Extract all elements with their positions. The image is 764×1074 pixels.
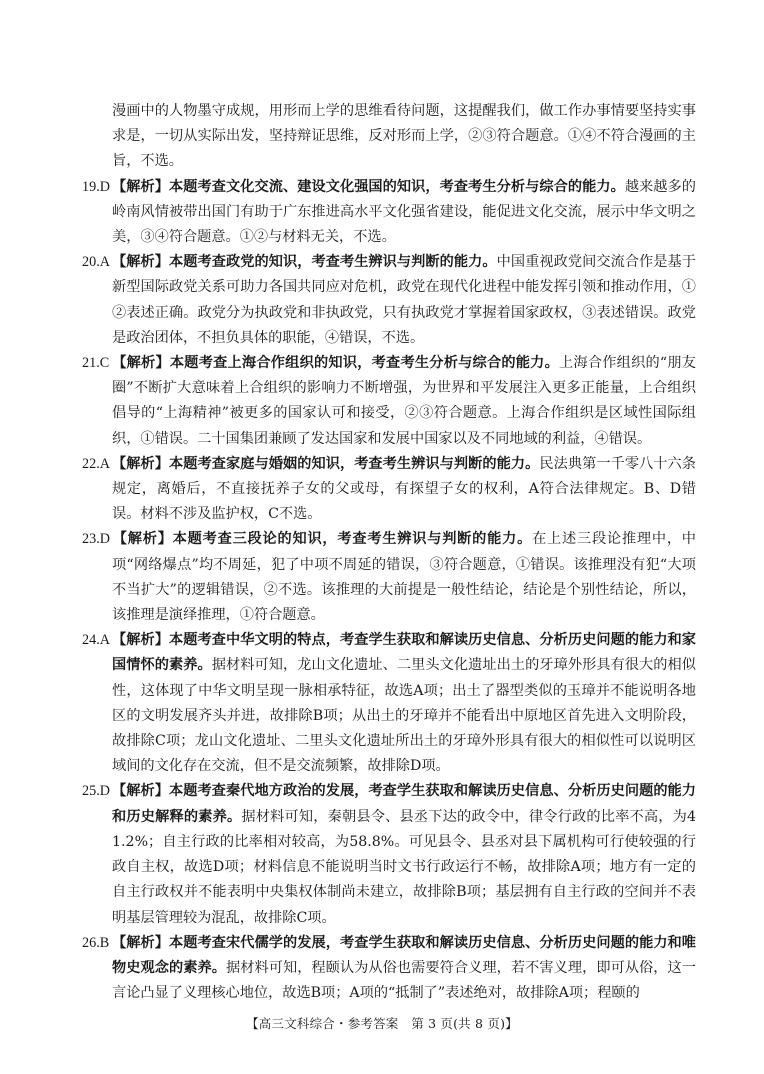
analysis-body: 上海合作组织的“朋友圈”不断扩大意味着上合组织的影响力不断增强，为世界和平发展注入更多正能量，上合组织倡导的“上海精神”被更多的国家认可和接受，②③符合题意。上海合作组织是区域性国际组织，①错误。二十国集团兼顾了发达国家和发展中国家以及不同地域的利益，④错误。 xyxy=(112,355,696,447)
analysis-lead: 【解析】本题考查三段论的知识，考查考生辨识与判断的能力。 xyxy=(112,531,533,548)
analysis-lead: 【解析】本题考查宋代儒学的发展，考查学生获取和解读历史信息、分析历史问题的能力和唯物史观念的素养。 xyxy=(112,934,696,976)
answer-item-24 xyxy=(82,628,696,779)
analysis-lead: 【解析】本题考查文化交流、建设文化强国的知识，考查考生分析与综合的能力。 xyxy=(112,178,625,195)
answer-item-23 xyxy=(82,527,696,628)
analysis-lead: 【解析】本题考查上海合作组织的知识，考查考生分析与综合的能力。 xyxy=(112,355,560,372)
answer-item-26 xyxy=(82,931,696,1007)
analysis-lead: 【解析】本题考查秦代地方政治的发展，考查学生获取和解读历史信息、分析历史问题的能力和历史解释的素养。 xyxy=(112,783,696,825)
analysis-body: 据材料可知，秦朝县令、县丞下达的政令中，律令行政的比率不高，为41.2%；自主行政的比率相对较高，为58.8%。可见县令、县丞对县下属机构可行使较强的行政自主权，故选D项；材料信息不能说明当时文书行政运行不畅，故排除A项；地方有一定的自主行政权并不能表明中央集权体制尚未建立，故排除B项；基层拥有自主行政的空间并不表明基层管理较为混乱，故排除C项。 xyxy=(112,808,696,926)
item-number: 25.D xyxy=(82,783,110,800)
item-number: 22.A xyxy=(82,455,110,472)
analysis-body: 据材料可知，程颐认为从俗也需要符合义理，若不害义理，即可从俗，这一言论凸显了义理核心地位，故选B项；A项的“抵制了”表述绝对，故排除A项；程颐的 xyxy=(112,959,696,1002)
answer-item-20 xyxy=(82,250,696,351)
item-number: 20.A xyxy=(82,254,110,271)
item-number: 24.A xyxy=(82,632,110,649)
answer-item-21 xyxy=(82,351,696,452)
analysis-body: 中国重视政党间交流合作是基于新型国际政党关系可助力各国共同应对危机，政党在现代化进程中能发挥引领和推动作用，①②表述正确。政党分为执政党和非执政党，只有执政党才掌握着国家政权，③表述错误。政党是政治团体，不担负具体的职能，④错误，不选。 xyxy=(112,254,696,346)
analysis-lead: 【解析】本题考查政党的知识，考查考生辨识与判断的能力。 xyxy=(112,254,497,271)
analysis-body: 民法典第一千零八十六条规定，离婚后，不直接抚养子女的父或母，有探望子女的权利，A符合法律规定。B、D错误。材料不涉及监护权，C不选。 xyxy=(112,455,696,523)
answer-item-19 xyxy=(82,175,696,251)
answer-item-22 xyxy=(82,452,696,528)
analysis-body: 越来越多的岭南风情被带出国门有助于广东推进高水平文化强省建设，能促进文化交流，展示中华文明之美，③④符合题意。①②与材料无关，不选。 xyxy=(112,178,696,246)
analysis-lead: 【解析】本题考查家庭与婚姻的知识，考查考生辨识与判断的能力。 xyxy=(112,455,540,472)
analysis-body: 据材料可知，龙山文化遗址、二里头文化遗址出土的牙璋外形具有很大的相似性，这体现了中华文明呈现一脉相承特征，故选A项；出土了器型类似的玉璋并不能说明各地区的文明发展齐头并进，故排除B项；从出土的牙璋并不能看出中原地区首先进入文明阶段，故排除C项；龙山文化遗址、二里头文化遗址所出土的牙璋外形具有很大的相似性可以说明区域间的文化存在交流，但不是交流频繁，故排除D项。 xyxy=(112,657,696,775)
item-number: 19.D xyxy=(82,178,110,195)
answer-item-25 xyxy=(82,779,696,930)
item-number: 26.B xyxy=(82,934,110,951)
continuation-paragraph: 漫画中的人物墨守成规，用形而上学的思维看待问题，这提醒我们，做工作办事情要坚持实事求是，一切从实际出发，坚持辩证思维，反对形而上学，②③符合题意。①④不符合漫画的主旨，不选。 xyxy=(112,103,696,170)
page-content xyxy=(82,99,696,1006)
analysis-lead: 【解析】本题考查中华文明的特点，考查学生获取和解读历史信息、分析历史问题的能力和家国情怀的素养。 xyxy=(112,632,696,674)
analysis-body: 在上述三段论推理中，中项“网络爆点”均不周延，犯了中项不周延的错误，③符合题意，①错误。该推理没有犯“大项不当扩大”的逻辑错误，②不选。该推理的大前提是一般性结论，结论是个别性结论，所以，该推理是演绎推理，①符合题意。 xyxy=(112,531,696,624)
page-footer: 【高三文科综合・参考答案 第 3 页(共 8 页)】 xyxy=(246,1016,518,1031)
item-number: 21.C xyxy=(82,355,110,372)
item-number: 23.D xyxy=(82,531,110,548)
